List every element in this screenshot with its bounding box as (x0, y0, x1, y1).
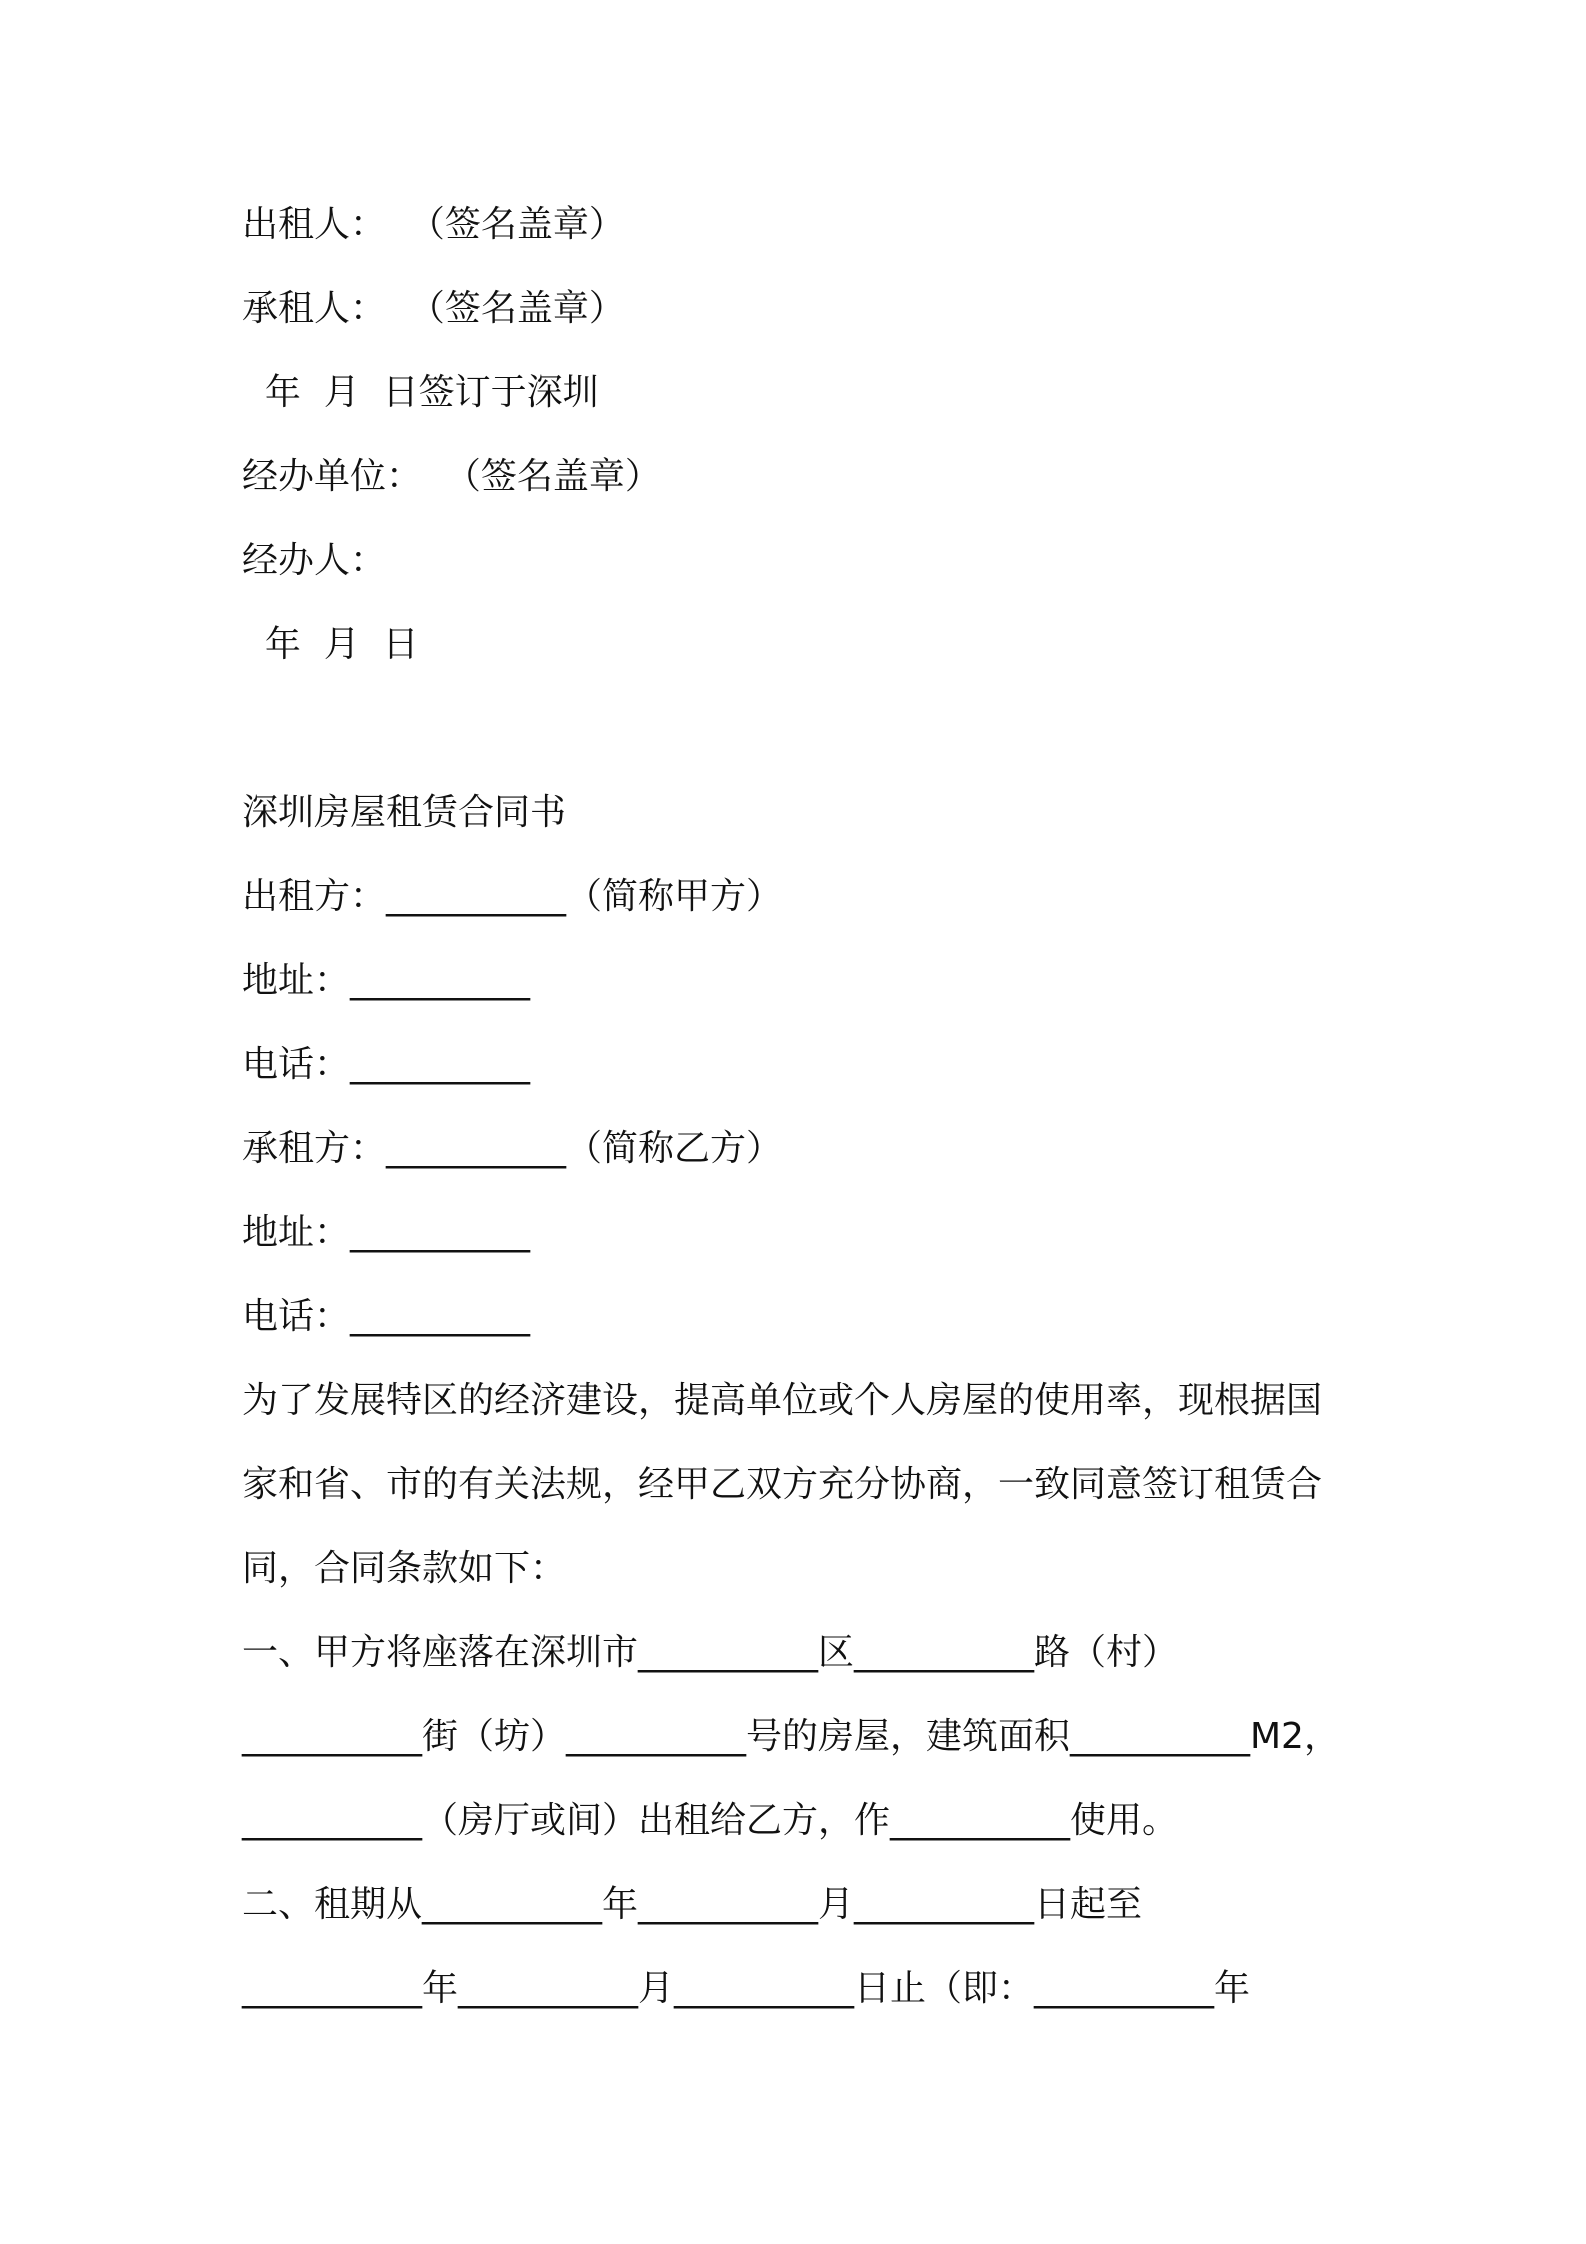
clause-1-line: __________（房厅或间）出租给乙方，作__________使用。 (242, 1800, 1179, 1841)
clause-1-line: __________街（坊）__________号的房屋，建筑面积__________M2， (242, 1716, 1340, 1757)
clause-2-line: __________年__________月__________日止（即：__________年 (242, 1968, 1251, 2009)
party-b-line: 承租方：__________（简称乙方） (242, 1128, 783, 1169)
clause-2-line: 二、租期从__________年__________月__________日起至 (242, 1884, 1143, 1925)
preamble-line: 家和省、市的有关法规，经甲乙双方充分协商，一致同意签订租赁合 (242, 1464, 1323, 1505)
party-b-address: 地址：__________ (242, 1212, 531, 1253)
lessor-signature-line: 出租人： （签名盖章） (242, 204, 625, 245)
party-b-phone: 电话：__________ (242, 1296, 531, 1337)
party-a-phone: 电话：__________ (242, 1044, 531, 1085)
preamble-line: 同，合同条款如下： (242, 1548, 567, 1589)
party-a-address: 地址：__________ (242, 960, 531, 1001)
contract-title: 深圳房屋租赁合同书 (242, 792, 567, 833)
preamble-line: 为了发展特区的经济建设，提高单位或个人房屋的使用率，现根据国 (242, 1380, 1323, 1421)
party-a-line: 出租方：__________（简称甲方） (242, 876, 783, 917)
agent-date-line: 年 月 日 (242, 624, 419, 665)
agency-signature-line: 经办单位： （签名盖章） (242, 456, 661, 497)
signed-date-line: 年 月 日签订于深圳 (242, 372, 599, 413)
clause-1-line: 一、甲方将座落在深圳市__________区__________路（村） (242, 1632, 1179, 1673)
agent-line: 经办人： (242, 540, 387, 581)
lessee-signature-line: 承租人： （签名盖章） (242, 288, 625, 329)
